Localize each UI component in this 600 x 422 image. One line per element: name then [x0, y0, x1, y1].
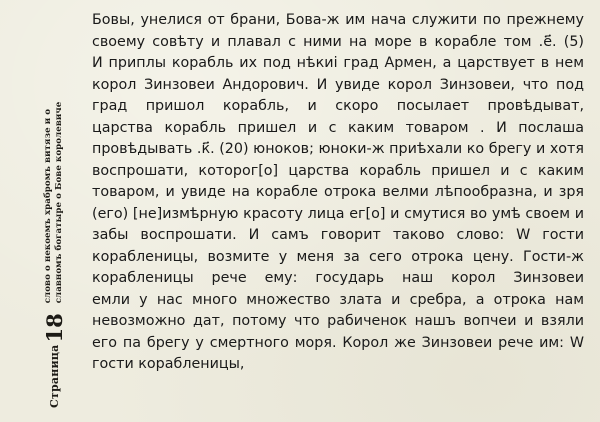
text-line: его па брегу у смертного моря. Корол же Зинзовеи рече им: W — [92, 334, 584, 351]
text-line: забы воспрошати. И самъ говорит таково слово: W гости — [92, 227, 584, 243]
text-line: корабленицы рече ему: государь наш корол Зинзовеи — [92, 270, 584, 286]
text-line: (его) [не]измѣрную красоту лица ег[о] и смутися во умѣ своем и — [92, 205, 584, 222]
text-line: корол Зинзовеи Андорович. И увиде корол Зинзовеи, что под — [92, 76, 584, 93]
text-line: провѣдывать .к҃. (20) юноков; юноки-ж приѣхали ко брегу и хотя — [92, 141, 584, 157]
text-line: И приплы корабль их под нѣкиі град Армен, а царствует в нем — [92, 55, 584, 71]
page-number: 18 — [41, 313, 67, 343]
text-line: емли у нас много множество злата и сребра, а отрока нам — [92, 291, 584, 308]
text-line: невозможно дат, потому что рабиченок нашъ вопчеи и взяли — [92, 313, 584, 329]
text-line: град пришол корабль, и скоро посылает провѣдыват, — [92, 98, 584, 114]
side-margin — [0, 0, 72, 422]
text-line: царства корабль пришел и с каким товаром . И послаша — [92, 119, 584, 136]
text-line: корабленицы, возмите у меня за сего отрока цену. Гости-ж — [92, 248, 584, 265]
text-line: Бовы, унелися от брани, Бова-ж им нача служити по прежнему — [92, 12, 584, 28]
vertical-header — [36, 18, 72, 408]
text-line: гости корабленицы, — [92, 356, 245, 372]
text-line: своему совѣту и плавал с ними на море в корабле том .е҃. (5) — [92, 33, 584, 50]
running-title — [43, 102, 65, 304]
text-line: воспрошати, которог[о] царства корабль пришел и с каким — [92, 162, 584, 179]
page-label: Страница — [47, 344, 61, 408]
running-title-line: славномъ богатыре о Бове королевиче — [54, 101, 64, 304]
main-text — [92, 10, 584, 376]
text-line: товаром, и увиде на корабле отрока велми лѣпообразна, и зря — [92, 184, 584, 200]
running-title-line: слово о некоемъ храбромъ витязе и о — [43, 108, 53, 304]
